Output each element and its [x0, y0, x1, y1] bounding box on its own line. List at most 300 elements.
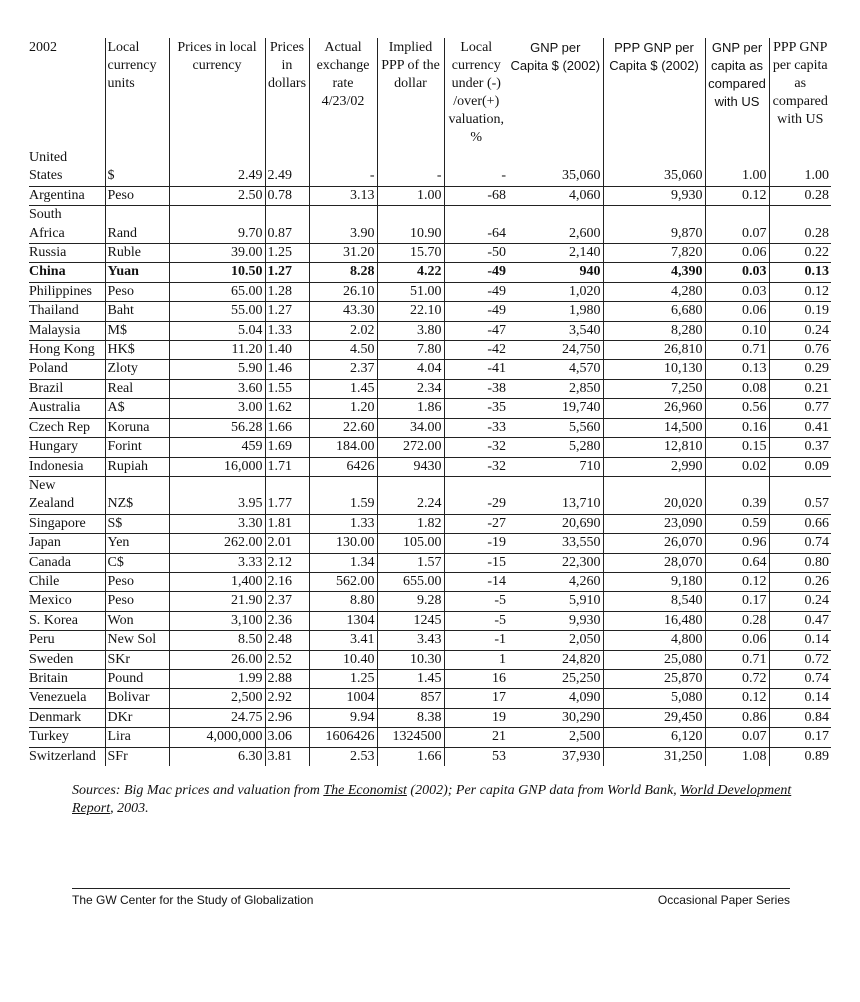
cell-rate: - [309, 149, 377, 186]
cell-country: Philippines [29, 282, 105, 301]
cell-pppgnp: 23,090 [603, 514, 705, 533]
table-row [29, 149, 831, 186]
cell-pppgnp: 16,480 [603, 611, 705, 630]
cell-country: Turkey [29, 728, 105, 747]
cell-local: 55.00 [169, 302, 265, 321]
table-row [29, 457, 831, 476]
table-row [29, 534, 831, 553]
cell-ppp: 1.57 [377, 553, 444, 572]
cell-gnp_us: 0.71 [705, 341, 769, 360]
cell-pppgnp_us: 0.89 [769, 747, 831, 766]
table-row [29, 341, 831, 360]
cell-unit: Peso [105, 186, 169, 205]
cell-gnp: 5,280 [508, 438, 603, 457]
cell-val: -33 [444, 418, 508, 437]
cell-pppgnp_us: 1.00 [769, 149, 831, 186]
cell-ppp: 3.80 [377, 321, 444, 340]
cell-dollars: 2.96 [265, 708, 309, 727]
cell-pppgnp_us: 0.26 [769, 572, 831, 591]
cell-gnp: 20,690 [508, 514, 603, 533]
cell-country: Malaysia [29, 321, 105, 340]
cell-pppgnp: 4,280 [603, 282, 705, 301]
cell-pppgnp: 29,450 [603, 708, 705, 727]
cell-unit: HK$ [105, 341, 169, 360]
cell-local: 8.50 [169, 631, 265, 650]
cell-ppp: 51.00 [377, 282, 444, 301]
table-row [29, 728, 831, 747]
cell-country: Venezuela [29, 689, 105, 708]
cell-local: 3.30 [169, 514, 265, 533]
cell-unit: $ [105, 149, 169, 186]
cell-gnp_us: 0.06 [705, 631, 769, 650]
cell-local: 39.00 [169, 244, 265, 263]
cell-country: Chile [29, 572, 105, 591]
cell-pppgnp: 31,250 [603, 747, 705, 766]
cell-ppp: 4.04 [377, 360, 444, 379]
cell-country: Singapore [29, 514, 105, 533]
cell-rate: 2.53 [309, 747, 377, 766]
cell-gnp: 2,600 [508, 206, 603, 244]
cell-pppgnp_us: 0.19 [769, 302, 831, 321]
cell-dollars: 3.06 [265, 728, 309, 747]
cell-local: 1,400 [169, 572, 265, 591]
cell-gnp: 9,930 [508, 611, 603, 630]
cell-gnp: 4,090 [508, 689, 603, 708]
cell-val: -5 [444, 592, 508, 611]
cell-rate: 31.20 [309, 244, 377, 263]
cell-ppp: 1.00 [377, 186, 444, 205]
cell-rate: 130.00 [309, 534, 377, 553]
table-row [29, 669, 831, 688]
cell-dollars: 1.55 [265, 379, 309, 398]
footer-left: The GW Center for the Study of Globalization [72, 893, 314, 907]
cell-country: Canada [29, 553, 105, 572]
cell-rate: 1.25 [309, 669, 377, 688]
cell-local: 3.00 [169, 399, 265, 418]
cell-pppgnp_us: 0.24 [769, 592, 831, 611]
cell-local: 2.50 [169, 186, 265, 205]
column-header-10: PPP GNP per capita as compared with US [769, 38, 831, 149]
cell-pppgnp: 25,080 [603, 650, 705, 669]
cell-dollars: 2.92 [265, 689, 309, 708]
cell-unit: M$ [105, 321, 169, 340]
table-row [29, 282, 831, 301]
cell-rate: 1004 [309, 689, 377, 708]
cell-local: 2,500 [169, 689, 265, 708]
cell-val: - [444, 149, 508, 186]
cell-unit: NZ$ [105, 476, 169, 514]
table-row [29, 708, 831, 727]
cell-rate: 1304 [309, 611, 377, 630]
cell-rate: 2.37 [309, 360, 377, 379]
cell-rate: 22.60 [309, 418, 377, 437]
cell-pppgnp_us: 0.14 [769, 689, 831, 708]
cell-ppp: 3.43 [377, 631, 444, 650]
cell-pppgnp: 35,060 [603, 149, 705, 186]
cell-pppgnp_us: 0.72 [769, 650, 831, 669]
cell-local: 16,000 [169, 457, 265, 476]
cell-val: -32 [444, 457, 508, 476]
cell-val: 21 [444, 728, 508, 747]
cell-val: -41 [444, 360, 508, 379]
cell-dollars: 0.87 [265, 206, 309, 244]
cell-country: Hungary [29, 438, 105, 457]
cell-gnp_us: 0.96 [705, 534, 769, 553]
cell-pppgnp: 5,080 [603, 689, 705, 708]
cell-unit: Won [105, 611, 169, 630]
cell-ppp: 8.38 [377, 708, 444, 727]
cell-val: -29 [444, 476, 508, 514]
cell-dollars: 2.37 [265, 592, 309, 611]
cell-val: -35 [444, 399, 508, 418]
cell-pppgnp: 4,800 [603, 631, 705, 650]
column-header-9: GNP per capita as compared with US [705, 38, 769, 149]
cell-country: Poland [29, 360, 105, 379]
table-row [29, 360, 831, 379]
cell-local: 9.70 [169, 206, 265, 244]
cell-unit: Lira [105, 728, 169, 747]
cell-ppp: 2.24 [377, 476, 444, 514]
cell-country: New Zealand [29, 476, 105, 514]
cell-local: 56.28 [169, 418, 265, 437]
cell-pppgnp: 14,500 [603, 418, 705, 437]
cell-unit: Baht [105, 302, 169, 321]
cell-rate: 9.94 [309, 708, 377, 727]
cell-dollars: 1.33 [265, 321, 309, 340]
table-row [29, 186, 831, 205]
column-header-8: PPP GNP per Capita $ (2002) [603, 38, 705, 149]
cell-gnp_us: 0.28 [705, 611, 769, 630]
cell-rate: 1.45 [309, 379, 377, 398]
cell-rate: 1.20 [309, 399, 377, 418]
table-row [29, 689, 831, 708]
cell-gnp_us: 0.13 [705, 360, 769, 379]
cell-val: -49 [444, 282, 508, 301]
table-row [29, 747, 831, 766]
cell-ppp: 1.86 [377, 399, 444, 418]
cell-gnp: 19,740 [508, 399, 603, 418]
table-row [29, 592, 831, 611]
cell-gnp_us: 0.72 [705, 669, 769, 688]
cell-dollars: 1.69 [265, 438, 309, 457]
cell-country: Brazil [29, 379, 105, 398]
column-header-1: Local currency units [105, 38, 169, 149]
cell-local: 10.50 [169, 263, 265, 282]
cell-rate: 1.33 [309, 514, 377, 533]
cell-rate: 10.40 [309, 650, 377, 669]
cell-dollars: 2.36 [265, 611, 309, 630]
cell-gnp: 5,910 [508, 592, 603, 611]
cell-rate: 3.13 [309, 186, 377, 205]
cell-ppp: 10.30 [377, 650, 444, 669]
table-row [29, 263, 831, 282]
cell-gnp: 2,850 [508, 379, 603, 398]
cell-unit: Real [105, 379, 169, 398]
cell-val: -19 [444, 534, 508, 553]
cell-unit: Yuan [105, 263, 169, 282]
cell-rate: 3.41 [309, 631, 377, 650]
cell-rate: 562.00 [309, 572, 377, 591]
cell-rate: 26.10 [309, 282, 377, 301]
cell-unit: Zloty [105, 360, 169, 379]
cell-country: Indonesia [29, 457, 105, 476]
cell-gnp_us: 0.86 [705, 708, 769, 727]
table-row [29, 418, 831, 437]
cell-ppp: 10.90 [377, 206, 444, 244]
cell-gnp_us: 0.10 [705, 321, 769, 340]
cell-unit: New Sol [105, 631, 169, 650]
cell-local: 3.33 [169, 553, 265, 572]
cell-ppp: 1.45 [377, 669, 444, 688]
cell-ppp: 15.70 [377, 244, 444, 263]
cell-pppgnp: 20,020 [603, 476, 705, 514]
cell-ppp: 4.22 [377, 263, 444, 282]
cell-gnp: 1,980 [508, 302, 603, 321]
cell-dollars: 0.78 [265, 186, 309, 205]
cell-dollars: 1.81 [265, 514, 309, 533]
cell-pppgnp: 12,810 [603, 438, 705, 457]
cell-country: Switzerland [29, 747, 105, 766]
table-row [29, 631, 831, 650]
cell-gnp_us: 0.07 [705, 206, 769, 244]
cell-pppgnp_us: 0.28 [769, 206, 831, 244]
cell-pppgnp: 9,930 [603, 186, 705, 205]
cell-country: Denmark [29, 708, 105, 727]
cell-gnp: 5,560 [508, 418, 603, 437]
cell-gnp: 33,550 [508, 534, 603, 553]
cell-pppgnp: 8,280 [603, 321, 705, 340]
cell-pppgnp: 9,870 [603, 206, 705, 244]
cell-ppp: 9430 [377, 457, 444, 476]
cell-pppgnp_us: 0.17 [769, 728, 831, 747]
table-header [29, 38, 831, 149]
cell-local: 2.49 [169, 149, 265, 186]
cell-ppp: 272.00 [377, 438, 444, 457]
cell-local: 11.20 [169, 341, 265, 360]
cell-gnp: 22,300 [508, 553, 603, 572]
cell-val: -64 [444, 206, 508, 244]
column-header-4: Actual exchange rate 4/23/02 [309, 38, 377, 149]
cell-pppgnp: 10,130 [603, 360, 705, 379]
source-economist: The Economist [323, 783, 407, 798]
cell-pppgnp: 9,180 [603, 572, 705, 591]
cell-gnp: 24,750 [508, 341, 603, 360]
sources-note [72, 782, 812, 818]
cell-country: Peru [29, 631, 105, 650]
cell-gnp_us: 0.64 [705, 553, 769, 572]
cell-ppp: 9.28 [377, 592, 444, 611]
cell-gnp_us: 0.17 [705, 592, 769, 611]
cell-local: 4,000,000 [169, 728, 265, 747]
cell-ppp: 1324500 [377, 728, 444, 747]
table-row [29, 476, 831, 514]
cell-pppgnp_us: 0.28 [769, 186, 831, 205]
cell-gnp: 2,500 [508, 728, 603, 747]
cell-gnp_us: 0.07 [705, 728, 769, 747]
cell-country: South Africa [29, 206, 105, 244]
cell-pppgnp_us: 0.29 [769, 360, 831, 379]
cell-rate: 43.30 [309, 302, 377, 321]
cell-unit: Rupiah [105, 457, 169, 476]
cell-unit: Forint [105, 438, 169, 457]
cell-ppp: 1.82 [377, 514, 444, 533]
cell-gnp: 3,540 [508, 321, 603, 340]
cell-val: -49 [444, 302, 508, 321]
cell-ppp: 857 [377, 689, 444, 708]
cell-gnp_us: 0.56 [705, 399, 769, 418]
cell-dollars: 1.27 [265, 302, 309, 321]
cell-pppgnp: 26,810 [603, 341, 705, 360]
cell-gnp_us: 0.03 [705, 282, 769, 301]
cell-dollars: 2.88 [265, 669, 309, 688]
cell-ppp: 22.10 [377, 302, 444, 321]
cell-dollars: 2.12 [265, 553, 309, 572]
cell-ppp: - [377, 149, 444, 186]
cell-gnp_us: 0.15 [705, 438, 769, 457]
cell-local: 24.75 [169, 708, 265, 727]
cell-pppgnp_us: 0.76 [769, 341, 831, 360]
cell-unit: Peso [105, 592, 169, 611]
sources-prefix: Sources: Big Mac prices and valuation from [72, 783, 324, 798]
cell-val: -49 [444, 263, 508, 282]
sources-middle: (2002); Per capita GNP data from World Bank, [406, 783, 681, 798]
column-header-0: 2002 [29, 40, 57, 55]
cell-country: Czech Rep [29, 418, 105, 437]
cell-gnp_us: 0.12 [705, 689, 769, 708]
cell-rate: 3.90 [309, 206, 377, 244]
cell-ppp: 655.00 [377, 572, 444, 591]
cell-local: 5.04 [169, 321, 265, 340]
cell-gnp_us: 1.08 [705, 747, 769, 766]
cell-gnp: 24,820 [508, 650, 603, 669]
cell-val: -47 [444, 321, 508, 340]
cell-local: 21.90 [169, 592, 265, 611]
cell-local: 459 [169, 438, 265, 457]
table-row [29, 611, 831, 630]
cell-gnp_us: 0.71 [705, 650, 769, 669]
cell-ppp: 2.34 [377, 379, 444, 398]
cell-gnp_us: 0.12 [705, 572, 769, 591]
cell-gnp_us: 0.12 [705, 186, 769, 205]
cell-local: 1.99 [169, 669, 265, 688]
cell-pppgnp: 2,990 [603, 457, 705, 476]
cell-rate: 1606426 [309, 728, 377, 747]
table-row [29, 553, 831, 572]
cell-pppgnp_us: 0.57 [769, 476, 831, 514]
cell-gnp: 37,930 [508, 747, 603, 766]
cell-ppp: 1245 [377, 611, 444, 630]
cell-country: Russia [29, 244, 105, 263]
cell-rate: 4.50 [309, 341, 377, 360]
cell-local: 5.90 [169, 360, 265, 379]
cell-dollars: 1.25 [265, 244, 309, 263]
cell-local: 3.95 [169, 476, 265, 514]
cell-local: 65.00 [169, 282, 265, 301]
cell-country: China [29, 263, 105, 282]
cell-pppgnp: 26,960 [603, 399, 705, 418]
cell-pppgnp: 8,540 [603, 592, 705, 611]
table-row [29, 321, 831, 340]
cell-unit: SFr [105, 747, 169, 766]
cell-dollars: 1.77 [265, 476, 309, 514]
cell-country: Hong Kong [29, 341, 105, 360]
cell-val: -15 [444, 553, 508, 572]
column-header-7: GNP per Capita $ (2002) [510, 40, 601, 73]
cell-val: 1 [444, 650, 508, 669]
cell-pppgnp: 4,390 [603, 263, 705, 282]
cell-gnp: 4,260 [508, 572, 603, 591]
cell-val: -50 [444, 244, 508, 263]
table-row [29, 206, 831, 244]
cell-country: Argentina [29, 186, 105, 205]
cell-pppgnp: 7,820 [603, 244, 705, 263]
cell-dollars: 1.27 [265, 263, 309, 282]
table-row [29, 438, 831, 457]
cell-ppp: 7.80 [377, 341, 444, 360]
cell-gnp: 25,250 [508, 669, 603, 688]
table-row [29, 650, 831, 669]
cell-val: -14 [444, 572, 508, 591]
cell-country: Australia [29, 399, 105, 418]
cell-country: Thailand [29, 302, 105, 321]
cell-unit: Koruna [105, 418, 169, 437]
cell-unit: A$ [105, 399, 169, 418]
cell-unit: DKr [105, 708, 169, 727]
table-row [29, 244, 831, 263]
cell-rate: 184.00 [309, 438, 377, 457]
cell-ppp: 105.00 [377, 534, 444, 553]
cell-pppgnp: 26,070 [603, 534, 705, 553]
cell-rate: 8.28 [309, 263, 377, 282]
cell-gnp_us: 0.06 [705, 244, 769, 263]
cell-country: S. Korea [29, 611, 105, 630]
cell-pppgnp_us: 0.21 [769, 379, 831, 398]
table-row [29, 572, 831, 591]
column-header-3: Prices in dollars [265, 38, 309, 149]
cell-pppgnp_us: 0.84 [769, 708, 831, 727]
cell-pppgnp_us: 0.77 [769, 399, 831, 418]
cell-val: -27 [444, 514, 508, 533]
cell-rate: 1.34 [309, 553, 377, 572]
cell-dollars: 1.66 [265, 418, 309, 437]
cell-gnp: 1,020 [508, 282, 603, 301]
cell-pppgnp_us: 0.14 [769, 631, 831, 650]
cell-rate: 1.59 [309, 476, 377, 514]
cell-unit: S$ [105, 514, 169, 533]
cell-local: 3,100 [169, 611, 265, 630]
cell-unit: Peso [105, 572, 169, 591]
cell-pppgnp_us: 0.37 [769, 438, 831, 457]
cell-pppgnp_us: 0.41 [769, 418, 831, 437]
cell-dollars: 1.71 [265, 457, 309, 476]
cell-pppgnp_us: 0.22 [769, 244, 831, 263]
table-row [29, 302, 831, 321]
cell-rate: 2.02 [309, 321, 377, 340]
cell-gnp_us: 0.06 [705, 302, 769, 321]
cell-gnp_us: 0.39 [705, 476, 769, 514]
cell-pppgnp_us: 0.12 [769, 282, 831, 301]
cell-dollars: 2.49 [265, 149, 309, 186]
column-header-5: Implied PPP of the dollar [377, 38, 444, 149]
cell-dollars: 2.52 [265, 650, 309, 669]
cell-unit: Yen [105, 534, 169, 553]
table-body [29, 149, 831, 766]
cell-gnp: 13,710 [508, 476, 603, 514]
cell-country: Mexico [29, 592, 105, 611]
cell-local: 3.60 [169, 379, 265, 398]
cell-gnp: 2,050 [508, 631, 603, 650]
cell-unit: Ruble [105, 244, 169, 263]
